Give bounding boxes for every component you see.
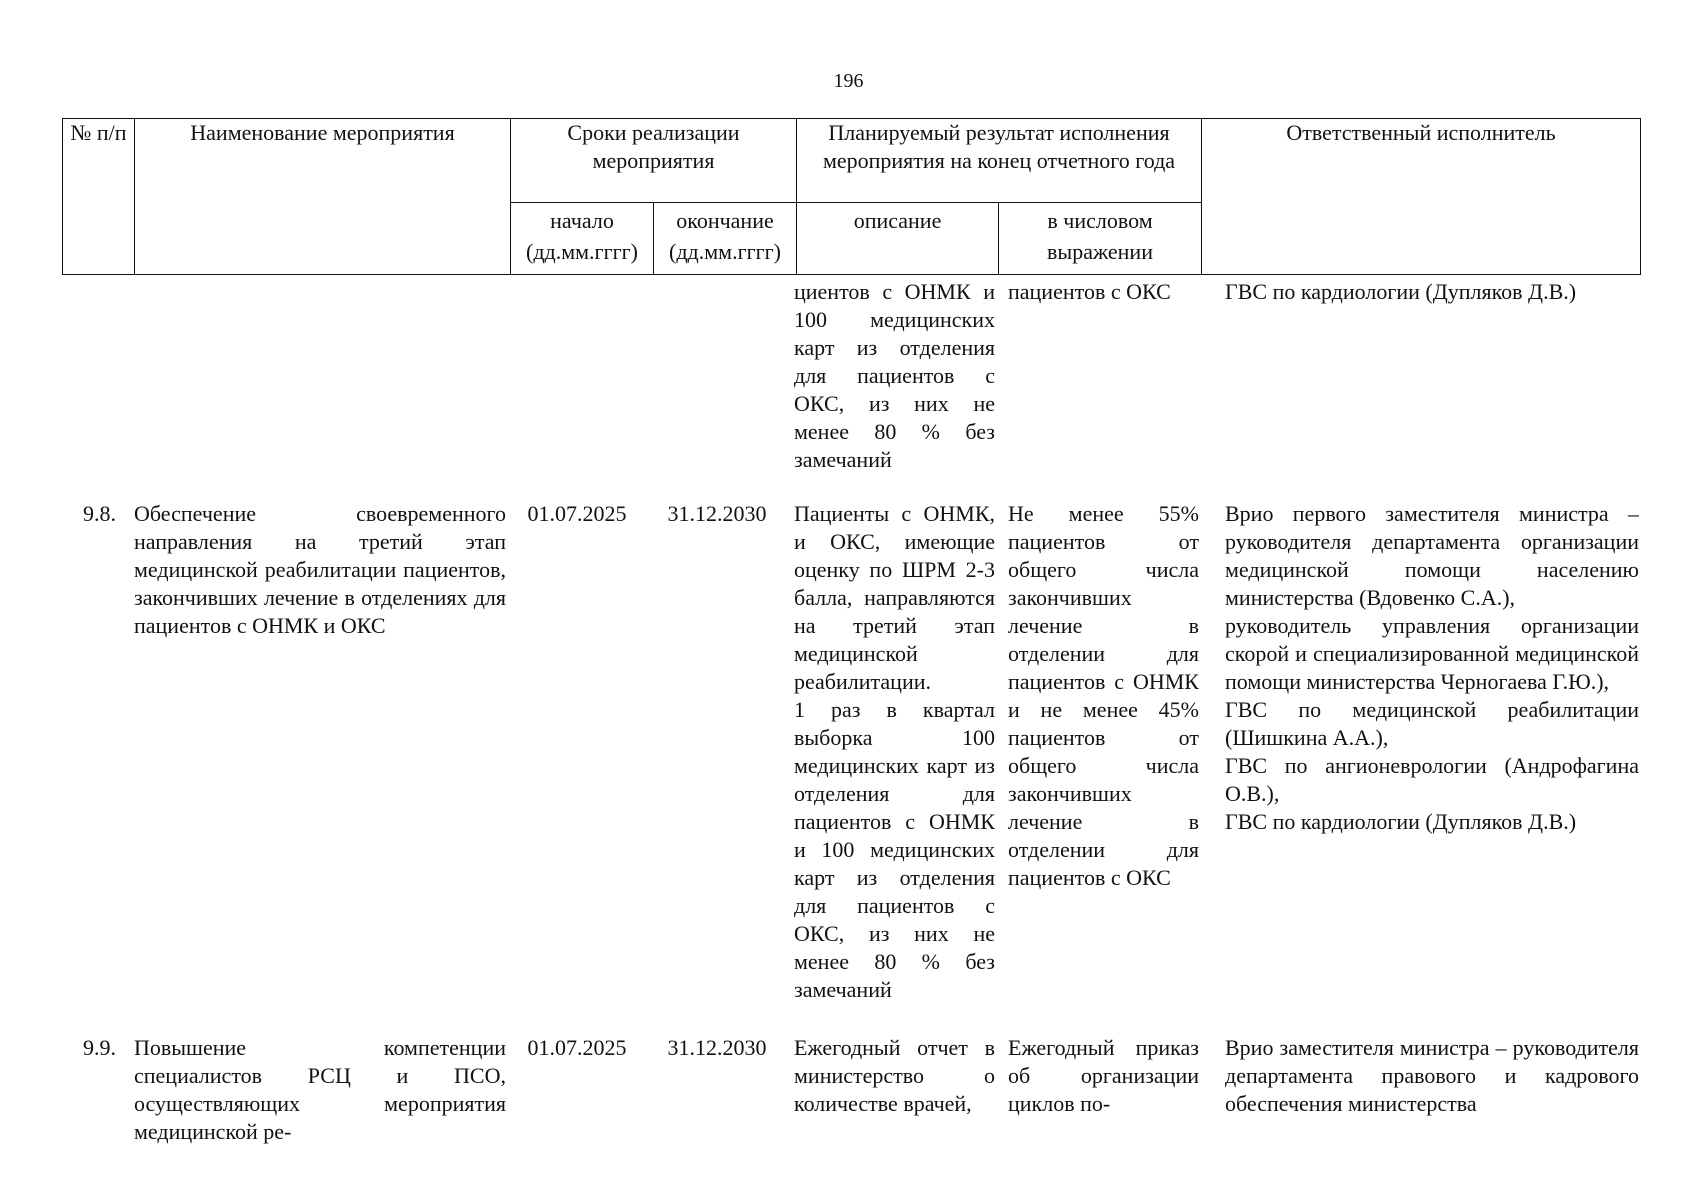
responsible-line: ГВС по кардиологии (Дупляков Д.В.)	[1225, 809, 1577, 834]
header-value: в числовом выражении	[999, 203, 1202, 275]
row-value: пациентов с ОКС	[1008, 279, 1171, 304]
description-paragraph: Пациенты с ОНМК, и ОКС, имеющие оценку по ШРМ 2-3 балла, направляются на третий этап медицинской реабилитации.	[794, 501, 995, 694]
responsible-line: руководитель управления организации скорой и специализированной медицинской помощи министерства Черногаева Г.Ю.),	[1225, 613, 1639, 694]
row-end-date: 31.12.2030	[667, 1035, 767, 1060]
page-number: 196	[833, 70, 864, 92]
row-responsible	[1225, 500, 1639, 836]
row-name: Обеспечение своевременного направления на третий этап медицинской реабилитации пациентов, закончивших лечение в отделениях для пациентов с ОНМК и ОКС	[134, 501, 506, 638]
header-name: Наименование мероприятия	[135, 119, 511, 275]
header-result: Планируемый результат исполнения мероприятия на конец отчетного года	[797, 119, 1202, 203]
row-start-date: 01.07.2025	[527, 1035, 627, 1060]
row-responsible	[1225, 278, 1639, 306]
description-paragraph: 1 раз в квартал выборка 100 медицинских карт из отделения для пациентов с ОНМК и 100 медицинских карт из отделения для пациентов с ОКС, из них не менее 80 % без замечаний	[794, 697, 995, 1002]
responsible-line: Врио заместителя министра – руководителя департамента правового и кадрового обеспечения министерства	[1225, 1035, 1639, 1116]
row-description	[794, 1034, 995, 1118]
description-paragraph: циентов с ОНМК и 100 медицинских карт из отделения для пациентов с ОКС, из них не менее 80 % без замечаний	[794, 279, 995, 472]
row-start-date: 01.07.2025	[527, 501, 627, 526]
row-end-date: 31.12.2030	[667, 501, 767, 526]
header-desc: описание	[797, 203, 999, 275]
header-end: окончание (дд.мм.гггг)	[654, 203, 797, 275]
row-number: 9.8.	[83, 501, 116, 526]
header-terms: Сроки реализации мероприятия	[511, 119, 797, 203]
row-description	[794, 500, 995, 1004]
header-start: начало (дд.мм.гггг)	[511, 203, 654, 275]
responsible-line: ГВС по кардиологии (Дупляков Д.В.)	[1225, 279, 1577, 304]
description-paragraph: Ежегодный отчет в министерство о количестве врачей,	[794, 1035, 995, 1116]
responsible-line: ГВС по ангионеврологии (Андрофагина О.В.),	[1225, 753, 1639, 806]
row-number: 9.9.	[83, 1035, 116, 1060]
responsible-line: Врио первого заместителя министра – руководителя департамента организации медицинской помощи населению министерства (Вдовенко С.А.),	[1225, 501, 1639, 610]
header-num: № п/п	[63, 119, 135, 275]
row-value: Не менее 55% пациентов от общего числа закончивших лечение в отделении для пациентов с ОНМК и не менее 45% пациентов от общего числа закончивших лечение в отделении для пациентов с ОКС	[1008, 501, 1199, 890]
table-header	[62, 118, 1641, 275]
row-responsible	[1225, 1034, 1639, 1118]
row-value: Ежегодный приказ об организации циклов по-	[1008, 1035, 1199, 1116]
row-description	[794, 278, 995, 474]
responsible-line: ГВС по медицинской реабилитации (Шишкина А.А.),	[1225, 697, 1639, 750]
header-responsible: Ответственный исполнитель	[1202, 119, 1641, 275]
row-name: Повышение компетенции специалистов РСЦ и ПСО, осуществляющих мероприятия медицинской ре-	[134, 1035, 506, 1144]
